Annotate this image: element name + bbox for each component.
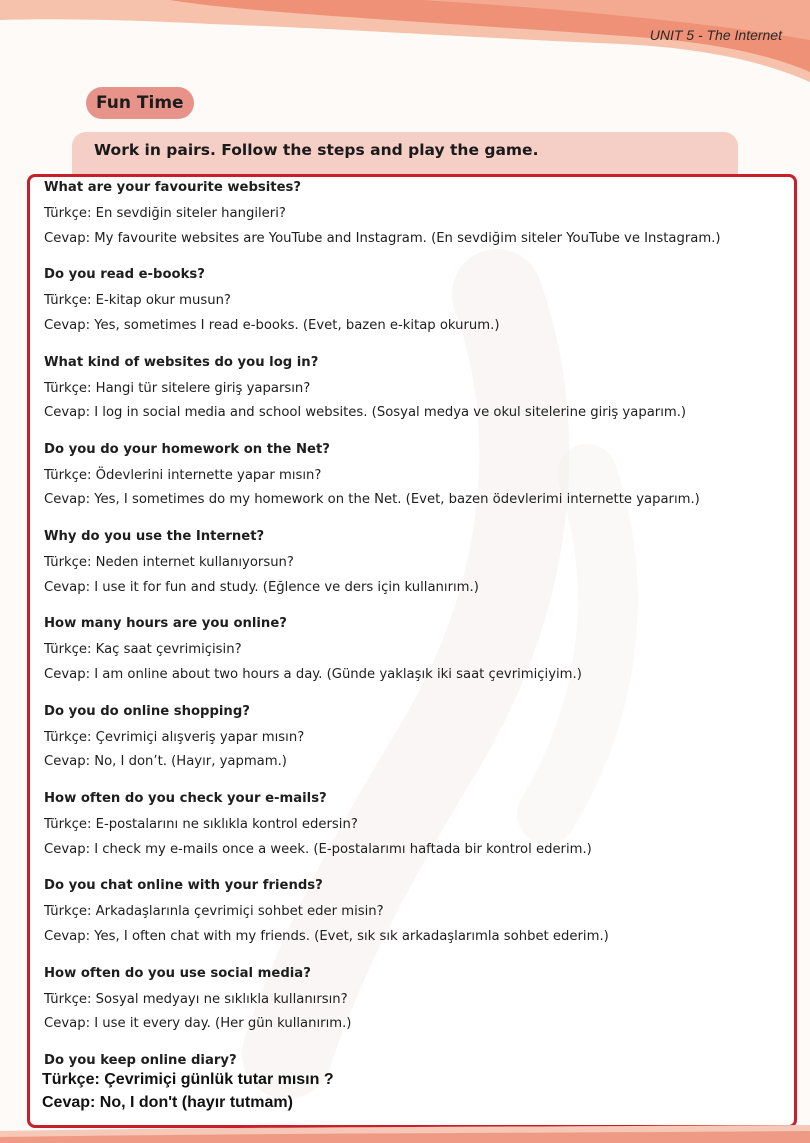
turkish-translation-last: Türkçe: Çevrimiçi günlük tutar mısın ?	[42, 1071, 334, 1088]
question-text: What kind of websites do you log in?	[44, 354, 319, 370]
qa-list	[44, 177, 794, 1137]
answer-text: Cevap: My favourite websites are YouTube and Instagram. (En sevdiğim siteler YouTube ve Instagram.)	[44, 230, 721, 246]
answer-text: Cevap: I use it every day. (Her gün kullanırım.)	[44, 1016, 352, 1032]
qa-item	[44, 963, 794, 1050]
turkish-translation: Türkçe: Ödevlerini internette yapar mısın?	[44, 467, 322, 483]
answer-text-last: Cevap: No, I don't (hayır tutmam)	[42, 1094, 293, 1111]
turkish-translation: Türkçe: E-kitap okur musun?	[44, 293, 231, 309]
question-text: Do you read e-books?	[44, 267, 205, 283]
qa-item	[44, 788, 794, 875]
question-text: How often do you use social media?	[44, 965, 311, 981]
qa-item	[44, 439, 794, 526]
qa-item	[44, 177, 794, 264]
turkish-translation: Türkçe: Sosyal medyayı ne sıklıkla kullanırsın?	[44, 991, 348, 1007]
answer-text: Cevap: Yes, I sometimes do my homework on the Net. (Evet, bazen ödevlerimi internette yaparım.)	[44, 492, 700, 508]
answer-text: Cevap: Yes, sometimes I read e-books. (Evet, bazen e-kitap okurum.)	[44, 317, 500, 333]
footer-decoration	[0, 1125, 810, 1143]
instruction-text: Work in pairs. Follow the steps and play the game.	[94, 141, 539, 159]
turkish-translation: Türkçe: E-postalarını ne sıklıkla kontrol edersin?	[44, 817, 358, 833]
question-text: Do you chat online with your friends?	[44, 878, 323, 894]
qa-item	[44, 352, 794, 439]
turkish-translation: Türkçe: Neden internet kullanıyorsun?	[44, 555, 294, 571]
answer-text: Cevap: I check my e-mails once a week. (E-postalarımı haftada bir kontrol ederim.)	[44, 841, 592, 857]
answer-text: Cevap: No, I don’t. (Hayır, yapmam.)	[44, 754, 287, 770]
turkish-translation: Türkçe: Çevrimiçi alışveriş yapar mısın?	[44, 729, 305, 745]
turkish-translation: Türkçe: En sevdiğin siteler hangileri?	[44, 206, 286, 221]
qa-item	[44, 526, 794, 613]
turkish-translation: Türkçe: Hangi tür sitelere giriş yaparsın?	[44, 380, 311, 396]
question-text: How many hours are you online?	[44, 616, 287, 632]
question-text: What are your favourite websites?	[44, 180, 302, 195]
question-text: Do you do online shopping?	[44, 703, 250, 719]
answer-text: Cevap: I am online about two hours a day. (Günde yaklaşık iki saat çevrimiçiyim.)	[44, 666, 582, 682]
qa-item	[44, 875, 794, 962]
qa-item	[44, 613, 794, 700]
qa-item	[44, 264, 794, 351]
turkish-translation: Türkçe: Kaç saat çevrimiçisin?	[44, 642, 242, 658]
answer-text: Cevap: I log in social media and school websites. (Sosyal medya ve okul sitelerine giriş yaparım.)	[44, 405, 687, 421]
question-text: How often do you check your e-mails?	[44, 791, 327, 807]
section-label-badge: Fun Time	[86, 87, 194, 119]
answer-text: Cevap: I use it for fun and study. (Eğlence ve ders için kullanırım.)	[44, 579, 479, 595]
turkish-translation: Türkçe: Arkadaşlarınla çevrimiçi sohbet eder misin?	[44, 904, 384, 920]
question-text: Do you keep online diary?	[44, 1052, 237, 1068]
question-text: Why do you use the Internet?	[44, 529, 265, 545]
unit-title: UNIT 5 - The Internet	[649, 27, 782, 43]
qa-item	[44, 701, 794, 788]
question-text: Do you do your homework on the Net?	[44, 441, 330, 457]
answer-text: Cevap: Yes, I often chat with my friends. (Evet, sık sık arkadaşlarımla sohbet ederim.)	[44, 928, 609, 944]
